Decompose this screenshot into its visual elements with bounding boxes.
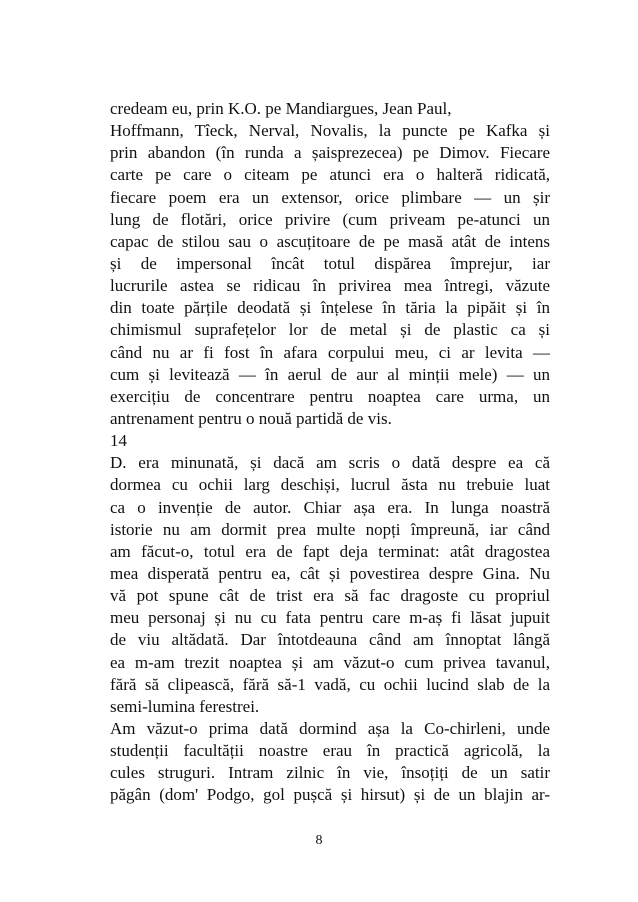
text-line: lung de flotări, orice privire (cum priveam pe-atunci un — [110, 209, 550, 229]
text-line: fiecare poem era un extensor, orice plimbare — un șir — [110, 187, 550, 207]
text-line: ca o invenție de autor. Chiar așa era. In lunga noastră — [110, 497, 550, 517]
text-line: chimismul suprafețelor lor de metal și de plastic ca și — [110, 320, 550, 340]
text-line: când nu ar fi fost în afara corpului meu, ci ar levita — — [110, 342, 550, 362]
text-line: cules struguri. Intram zilnic în vie, însoțiți de un satir — [110, 763, 550, 783]
text-line: 14 — [110, 431, 127, 451]
text-line: credeam eu, prin K.O. pe Mandiargues, Jean Paul, — [110, 99, 452, 118]
text-line: semi-lumina ferestrei. — [110, 696, 260, 716]
text-line: Hoffmann, Tîeck, Nerval, Novalis, la puncte pe Kafka și — [110, 121, 550, 141]
text-line: cum și levitează — în aerul de aur al minții mele) — un — [110, 364, 550, 384]
text-line: exercițiu de concentrare pentru noaptea care urma, un — [110, 386, 550, 406]
text-line: păgân (dom' Podgo, gol pușcă și hirsut) și de un blajin ar- — [110, 785, 550, 805]
text-line: capac de stilou sau o ascuțitoare de pe masă atât de intens — [110, 231, 550, 251]
text-line: carte pe care o citeam pe atunci era o halteră ridicată, — [110, 165, 550, 185]
text-line: am făcut-o, totul era de fapt deja terminat: atât dragostea — [110, 541, 550, 561]
text-line: și de impersonal încât totul dispărea împrejur, iar — [110, 253, 550, 273]
text-line: studenții facultății noastre erau în practică agricolă, la — [110, 741, 550, 761]
text-line: din toate părțile deodată și înțelese în tăria la pipăit și în — [110, 298, 550, 318]
text-line: D. era minunată, și dacă am scris o dată despre ea că — [110, 453, 550, 473]
text-line: lucrurile astea se ridicau în privirea mea întregi, văzute — [110, 276, 550, 296]
text-line: antrenament pentru o nouă partidă de vis. — [110, 408, 392, 428]
text-line: vă pot spune cât de trist era să fac dragoste cu propriul — [110, 586, 550, 606]
text-line: dormea cu ochii larg deschiși, lucrul ăsta nu trebuie luat — [110, 475, 550, 495]
text-line: Am văzut-o prima dată dormind așa la Co-chirleni, unde — [110, 718, 550, 738]
text-line: ea m-am trezit noaptea și am văzut-o cum privea tavanul, — [110, 652, 550, 672]
body-text — [110, 98, 550, 807]
text-line: fără să clipească, fără să-1 vadă, cu ochii lucind slab de la — [110, 674, 550, 694]
text-line: prin abandon (în runda a șaisprezecea) pe Dimov. Fiecare — [110, 143, 550, 163]
text-line: istorie nu am dormit prea multe nopți împreună, iar când — [110, 519, 550, 539]
text-line: de viu altădată. Dar întotdeauna când am înnoptat lângă — [110, 630, 550, 650]
page-number: 8 — [315, 833, 323, 848]
text-line: mea disperată pentru ea, cât și povestirea despre Gina. Nu — [110, 563, 550, 583]
text-line: meu personaj și nu cu fata pentru care m-aș fi lăsat jupuit — [110, 608, 550, 628]
